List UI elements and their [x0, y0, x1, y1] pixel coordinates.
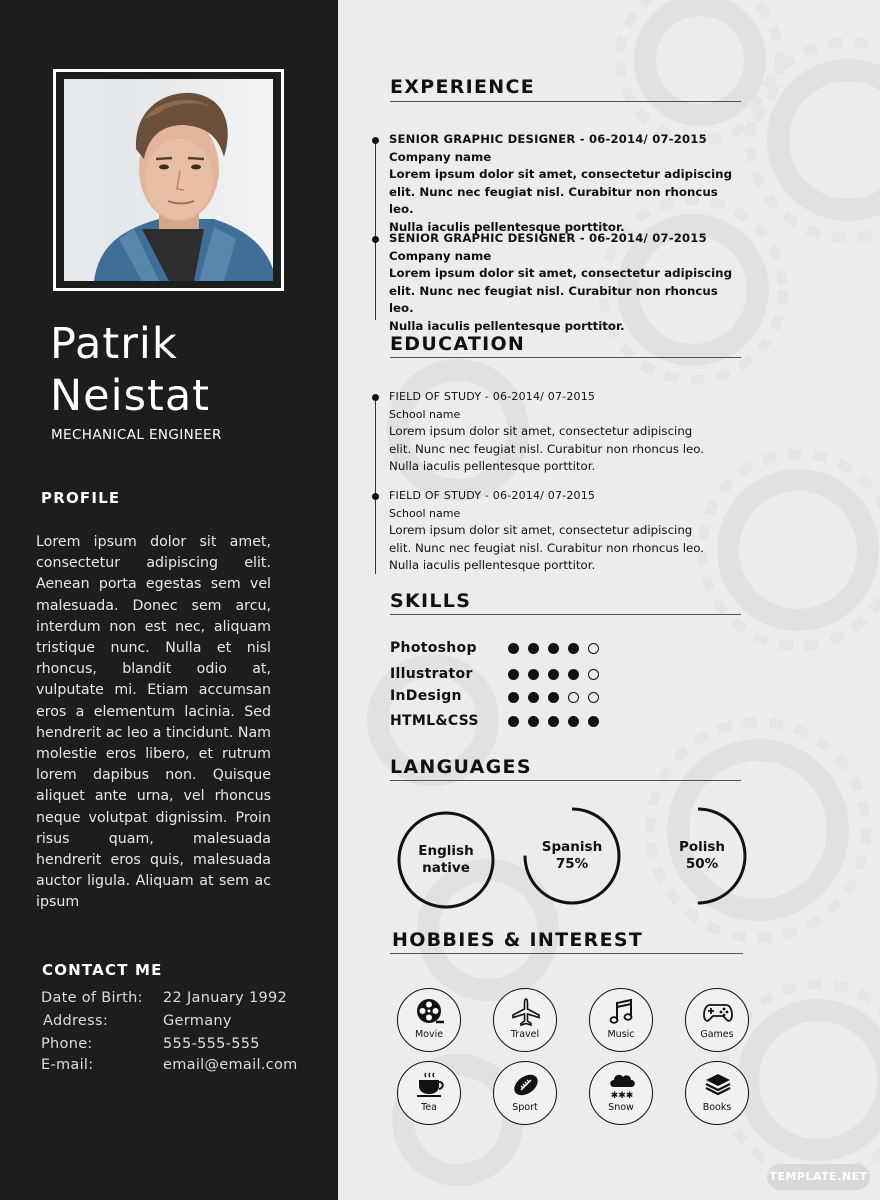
- entry-company: Company name: [389, 248, 492, 263]
- hobby-games: [685, 988, 749, 1052]
- skill-dot-filled: [528, 669, 539, 680]
- skill-dot-empty: [568, 692, 579, 703]
- gamepad-icon: [702, 996, 734, 1028]
- skill-dot-filled: [548, 716, 559, 727]
- hobby-label: Tea: [421, 1102, 437, 1113]
- hobby-travel: [493, 988, 557, 1052]
- left-panel: [0, 0, 338, 1200]
- skill-dot-filled: [528, 716, 539, 727]
- experience-heading: EXPERIENCE: [390, 76, 536, 98]
- contact-row-address: [43, 1013, 232, 1029]
- contact-row-phone: [41, 1036, 260, 1052]
- education-entry: [389, 388, 734, 476]
- language-ring: [648, 806, 748, 906]
- skill-dot-filled: [508, 643, 519, 654]
- language-label: [652, 839, 752, 873]
- education-timeline: [375, 396, 376, 574]
- hobby-sport: [493, 1061, 557, 1125]
- skill-dot-filled: [528, 643, 539, 654]
- skills-heading: SKILLS: [390, 590, 472, 612]
- entry-school: School name: [389, 407, 461, 421]
- skill-dot-filled: [548, 643, 559, 654]
- languages-rule: [390, 780, 741, 781]
- entry-role: SENIOR GRAPHIC DESIGNER - 06-2014/ 07-2015: [389, 132, 707, 146]
- profile-photo: [64, 79, 273, 281]
- job-title: MECHANICAL ENGINEER: [51, 427, 222, 443]
- svg-text:✱✱✱: ✱✱✱: [610, 1091, 634, 1101]
- skill-dot-filled: [568, 716, 579, 727]
- entry-line: Nulla iaculis pellentesque porttitor.: [389, 318, 625, 333]
- contact-value: 555-555-555: [163, 1036, 260, 1052]
- entry-line: elit. Nunc nec feugiat nisl. Curabitur non rhoncus leo.: [389, 441, 705, 456]
- timeline-dot: [372, 137, 379, 144]
- entry-line: Lorem ipsum dolor sit amet, consectetur adipiscing: [389, 167, 733, 181]
- skill-dot-empty: [588, 692, 599, 703]
- experience-entry: [389, 131, 734, 236]
- tea-cup-icon: [414, 1069, 446, 1101]
- timeline-dot: [372, 236, 379, 243]
- skill-dot-empty: [588, 643, 599, 654]
- timeline-dot: [372, 493, 379, 500]
- person-name: [50, 318, 330, 422]
- contact-label: Phone:: [41, 1036, 93, 1052]
- skill-dot-filled: [508, 669, 519, 680]
- skill-dot-filled: [568, 669, 579, 680]
- language-level: 50%: [685, 856, 719, 872]
- skill-name: InDesign: [390, 688, 462, 704]
- skill-name: Photoshop: [390, 640, 477, 656]
- contact-row-email: [41, 1057, 298, 1073]
- contact-value: Germany: [163, 1013, 232, 1029]
- skill-name: Illustrator: [390, 666, 473, 682]
- skill-dot-filled: [588, 716, 599, 727]
- entry-role: SENIOR GRAPHIC DESIGNER - 06-2014/ 07-2015: [389, 231, 707, 245]
- contact-row-dob: [41, 990, 288, 1006]
- skills-rule: [390, 614, 741, 615]
- first-name: Patrik: [50, 319, 178, 369]
- language-ring: [396, 810, 496, 910]
- language-label: [522, 839, 622, 873]
- languages-heading: LANGUAGES: [390, 756, 532, 778]
- snow-cloud-icon: [606, 1069, 638, 1101]
- hobby-label: Books: [702, 1102, 732, 1113]
- football-icon: [510, 1069, 542, 1101]
- entry-role: FIELD OF STUDY - 06-2014/ 07-2015: [389, 489, 596, 502]
- music-note-icon: [606, 996, 638, 1028]
- watermark-badge: TEMPLATE.NET: [767, 1164, 870, 1190]
- hobby-label: Games: [700, 1029, 734, 1040]
- contact-label: Address:: [43, 1013, 109, 1029]
- skill-dot-filled: [548, 669, 559, 680]
- contact-label: Date of Birth:: [41, 990, 143, 1006]
- hobbies-heading: HOBBIES & INTEREST: [392, 929, 644, 951]
- hobby-label: Snow: [608, 1102, 634, 1113]
- profile-text: Lorem ipsum dolor sit amet, consectetur adipiscing elit. Aenean porta egestas sem vel malesuada. Donec sem arcu, interdum non est nec, aliquam tristique nunc. Nulla et nisl rhoncus, blandit odio at, vulputate mi. Etiam accumsan eros a elementum lacinia. Sed hendrerit ac leo a tincidunt. Nam molestie eros libero, et rutrum lorem dapibus non. Quisque aliquet ante urna, vel rhoncus neque volutpat dignissim. Proin risus quam, malesuada hendrerit eros quis, malesuada auctor ligula. Aliquam at sem ac ipsum: [36, 534, 271, 911]
- language-name: Spanish: [541, 839, 603, 855]
- entry-line: Nulla iaculis pellentesque porttitor.: [389, 558, 596, 572]
- entry-company: Company name: [389, 149, 492, 164]
- skill-dot-filled: [508, 716, 519, 727]
- entry-line: elit. Nunc nec feugiat nisl. Curabitur non rhoncus leo.: [389, 540, 705, 555]
- entry-line: elit. Nunc nec feugiat nisl. Curabitur non rhoncus leo.: [389, 283, 718, 315]
- hobbies-rule: [390, 953, 743, 954]
- education-heading: EDUCATION: [390, 333, 526, 355]
- language-level: native: [422, 860, 470, 876]
- contact-value: 22 January 1992: [163, 990, 288, 1006]
- hobby-snow: [589, 1061, 653, 1125]
- hobby-label: Sport: [512, 1102, 538, 1113]
- entry-line: Lorem ipsum dolor sit amet, consectetur adipiscing: [389, 266, 733, 280]
- education-entry: [389, 487, 734, 575]
- contact-label: E-mail:: [41, 1057, 94, 1073]
- hobby-label: Music: [607, 1029, 635, 1040]
- language-ring: [522, 806, 622, 906]
- language-name: English: [418, 843, 474, 859]
- contact-value: email@email.com: [163, 1057, 298, 1073]
- airplane-icon: [510, 996, 542, 1028]
- hobby-tea: [397, 1061, 461, 1125]
- profile-heading: PROFILE: [41, 489, 121, 507]
- last-name: Neistat: [50, 371, 211, 421]
- hobby-label: Travel: [510, 1029, 540, 1040]
- entry-line: elit. Nunc nec feugiat nisl. Curabitur non rhoncus leo.: [389, 184, 718, 216]
- skill-dot-filled: [508, 692, 519, 703]
- entry-line: Lorem ipsum dolor sit amet, consectetur adipiscing: [389, 523, 693, 537]
- skill-dot-filled: [568, 643, 579, 654]
- skill-name: HTML&CSS: [390, 713, 479, 729]
- skill-dot-empty: [588, 669, 599, 680]
- entry-school: School name: [389, 506, 461, 520]
- language-label: [396, 843, 496, 877]
- entry-role: FIELD OF STUDY - 06-2014/ 07-2015: [389, 390, 596, 403]
- education-rule: [390, 357, 741, 358]
- language-level: 75%: [555, 856, 589, 872]
- experience-rule: [390, 101, 741, 102]
- hobby-books: [685, 1061, 749, 1125]
- entry-line: Nulla iaculis pellentesque porttitor.: [389, 219, 625, 234]
- books-stack-icon: [702, 1069, 734, 1101]
- experience-entry: [389, 230, 734, 335]
- skill-dot-filled: [528, 692, 539, 703]
- film-reel-icon: [414, 996, 446, 1028]
- contact-heading: CONTACT ME: [42, 961, 163, 979]
- entry-line: Nulla iaculis pellentesque porttitor.: [389, 459, 596, 473]
- timeline-dot: [372, 394, 379, 401]
- language-name: Polish: [678, 839, 726, 855]
- hobby-label: Movie: [414, 1029, 444, 1040]
- hobby-music: [589, 988, 653, 1052]
- experience-timeline: [375, 140, 376, 320]
- skill-dot-filled: [548, 692, 559, 703]
- hobby-movie: [397, 988, 461, 1052]
- entry-line: Lorem ipsum dolor sit amet, consectetur adipiscing: [389, 424, 693, 438]
